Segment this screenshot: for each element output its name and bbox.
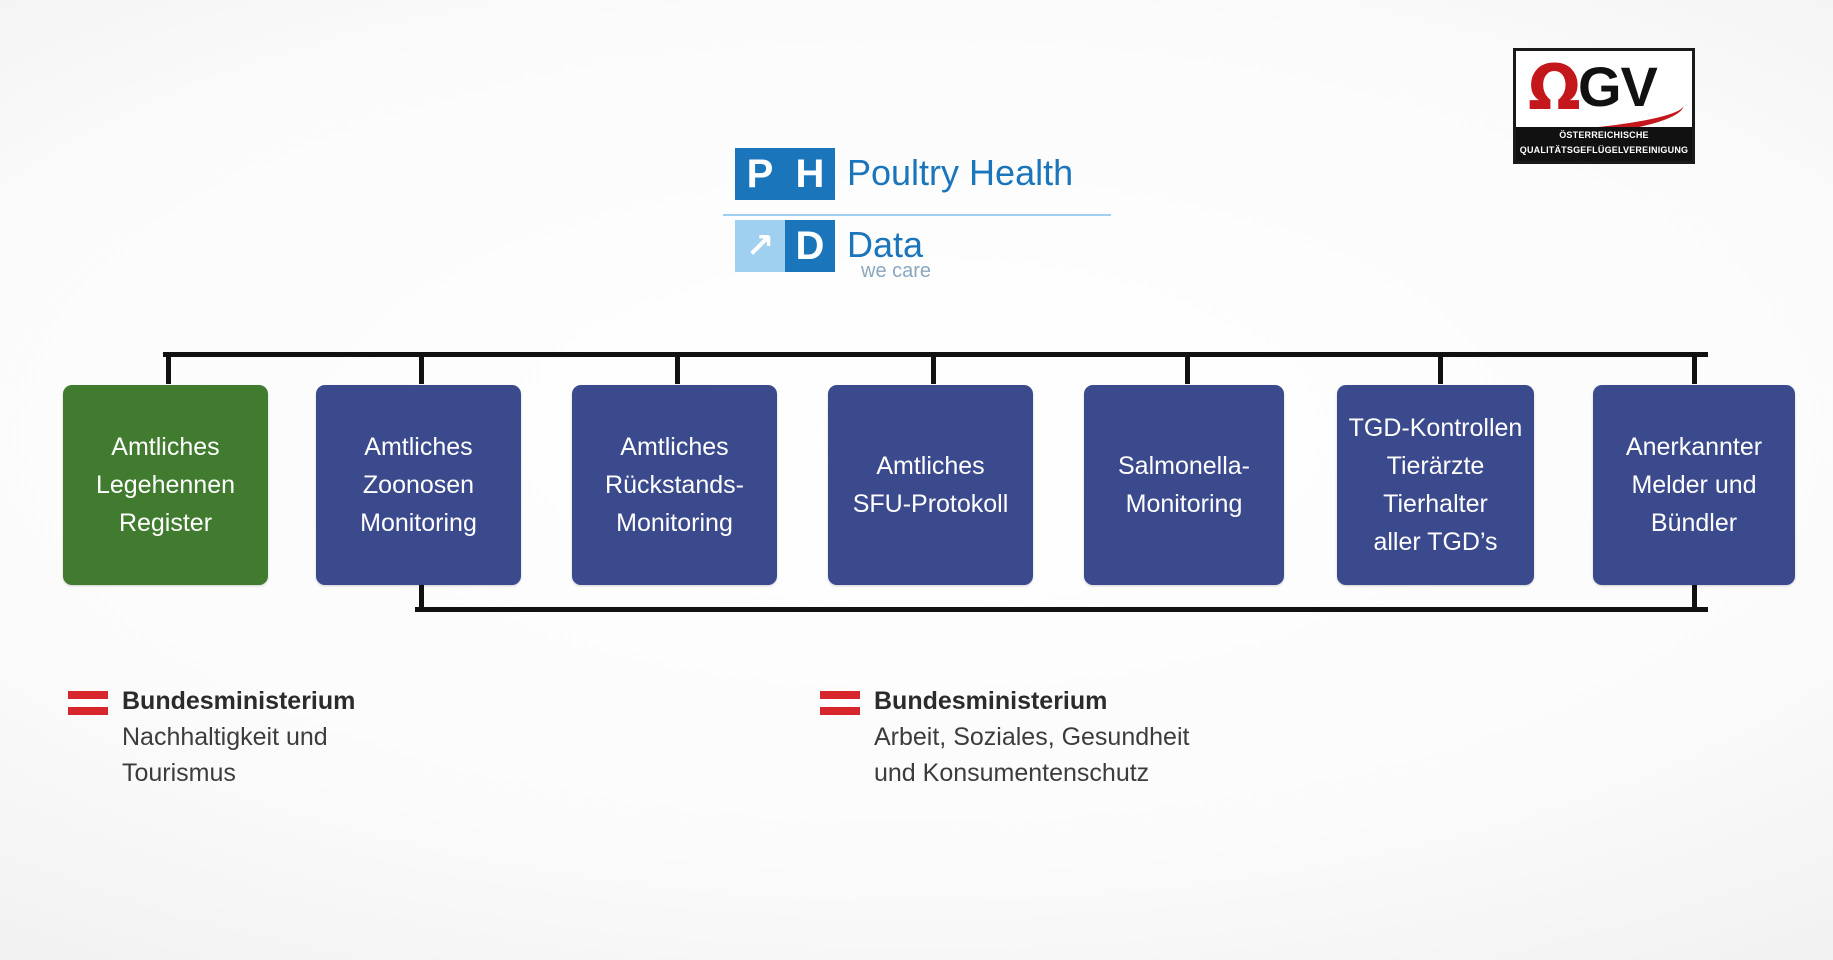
logo-text-poultry-health: Poultry Health	[847, 152, 1074, 193]
box-label-line: Monitoring	[1125, 490, 1243, 518]
connector-line	[1692, 352, 1697, 384]
ministry-title: Bundesministerium	[874, 687, 1108, 715]
box-label-line: Monitoring	[616, 509, 733, 537]
box-label	[1118, 447, 1250, 523]
box-salmonella-monitoring[interactable]	[1084, 385, 1284, 585]
connector-line	[419, 352, 424, 384]
logo-divider	[723, 214, 1111, 216]
logo-letter-h: H	[785, 148, 835, 200]
logo-letter-p: P	[735, 148, 785, 200]
box-amtliches-sfu-protokoll[interactable]	[828, 385, 1033, 585]
box-label	[853, 447, 1009, 523]
box-label-line: Anerkannter	[1625, 433, 1763, 461]
ministry-title: Bundesministerium	[122, 687, 356, 715]
box-label-line: Rückstands-	[605, 471, 744, 499]
connector-line	[1185, 352, 1190, 384]
box-label	[96, 428, 235, 542]
bundesministerium-nachhaltigkeit	[68, 683, 355, 791]
box-label-line: Amtliches	[620, 433, 729, 461]
box-label-line: Tierhalter	[1383, 490, 1488, 518]
connector-line	[931, 352, 936, 384]
box-label-line: Salmonella-	[1117, 452, 1250, 480]
box-amtliches-legehennen-register[interactable]	[63, 385, 268, 585]
arrow-glyph: ↗	[745, 226, 775, 266]
box-label-line: Legehennen	[95, 471, 236, 499]
qgv-caption-line2: QUALITÄTSGEFLÜGELVEREINIGUNG	[1519, 145, 1689, 155]
qgv-logo-caption	[1516, 127, 1692, 161]
logo-tagline: we care	[861, 260, 932, 282]
bundesministerium-arbeit-soziales	[820, 683, 1189, 791]
connector-line	[1438, 352, 1443, 384]
qgv-logo-mark	[1516, 51, 1692, 129]
box-label	[360, 428, 477, 542]
bracket-bottom-line	[415, 607, 1708, 612]
connector-line	[675, 352, 680, 384]
ministry-subtitle-line: Arbeit, Soziales, Gesundheit	[874, 723, 1190, 751]
box-label-line: Register	[118, 509, 213, 537]
logo-row-top	[735, 148, 1073, 200]
omega-icon: Ω	[1528, 51, 1581, 124]
ministry-text	[874, 683, 1189, 791]
qgv-letters: GV	[1578, 55, 1657, 118]
qgv-logo	[1513, 48, 1695, 164]
austria-flag-icon	[68, 691, 108, 717]
austria-flag-icon	[820, 691, 860, 717]
box-label-line: Monitoring	[360, 509, 477, 537]
box-label-line: Bündler	[1650, 509, 1738, 537]
box-label-line: aller TGD’s	[1373, 528, 1498, 556]
box-label-line: Amtliches	[364, 433, 473, 461]
logo-text-data: Data	[847, 224, 924, 265]
ministry-subtitle-line: Nachhaltigkeit und	[122, 723, 328, 751]
box-tgd-kontrollen[interactable]	[1337, 385, 1534, 585]
qgv-caption-line1: ÖSTERREICHISCHE	[1559, 130, 1649, 140]
ministry-text	[122, 683, 355, 791]
box-amtliches-rueckstands-monitoring[interactable]	[572, 385, 777, 585]
box-label-line: Amtliches	[111, 433, 220, 461]
ministry-subtitle-line: Tourismus	[122, 759, 236, 787]
box-label-line: SFU-Protokoll	[852, 490, 1009, 518]
box-label-line: TGD-Kontrollen	[1348, 414, 1523, 442]
box-label-line: Melder und	[1631, 471, 1757, 499]
box-label-line: Tierärzte	[1386, 452, 1485, 480]
connector-line	[166, 352, 171, 384]
logo-letter-d: D	[785, 220, 835, 272]
ministry-subtitle-line: und Konsumentenschutz	[874, 759, 1150, 787]
box-label-line: Amtliches	[876, 452, 985, 480]
box-anerkannter-melder-und-buendler[interactable]	[1593, 385, 1795, 585]
box-label	[1626, 428, 1762, 542]
arrow-up-right-icon	[735, 220, 785, 272]
box-label	[1349, 409, 1523, 561]
box-amtliches-zoonosen-monitoring[interactable]	[316, 385, 521, 585]
box-label-line: Zoonosen	[362, 471, 475, 499]
poultry-health-data-logo	[735, 148, 1135, 280]
box-label	[605, 428, 744, 542]
